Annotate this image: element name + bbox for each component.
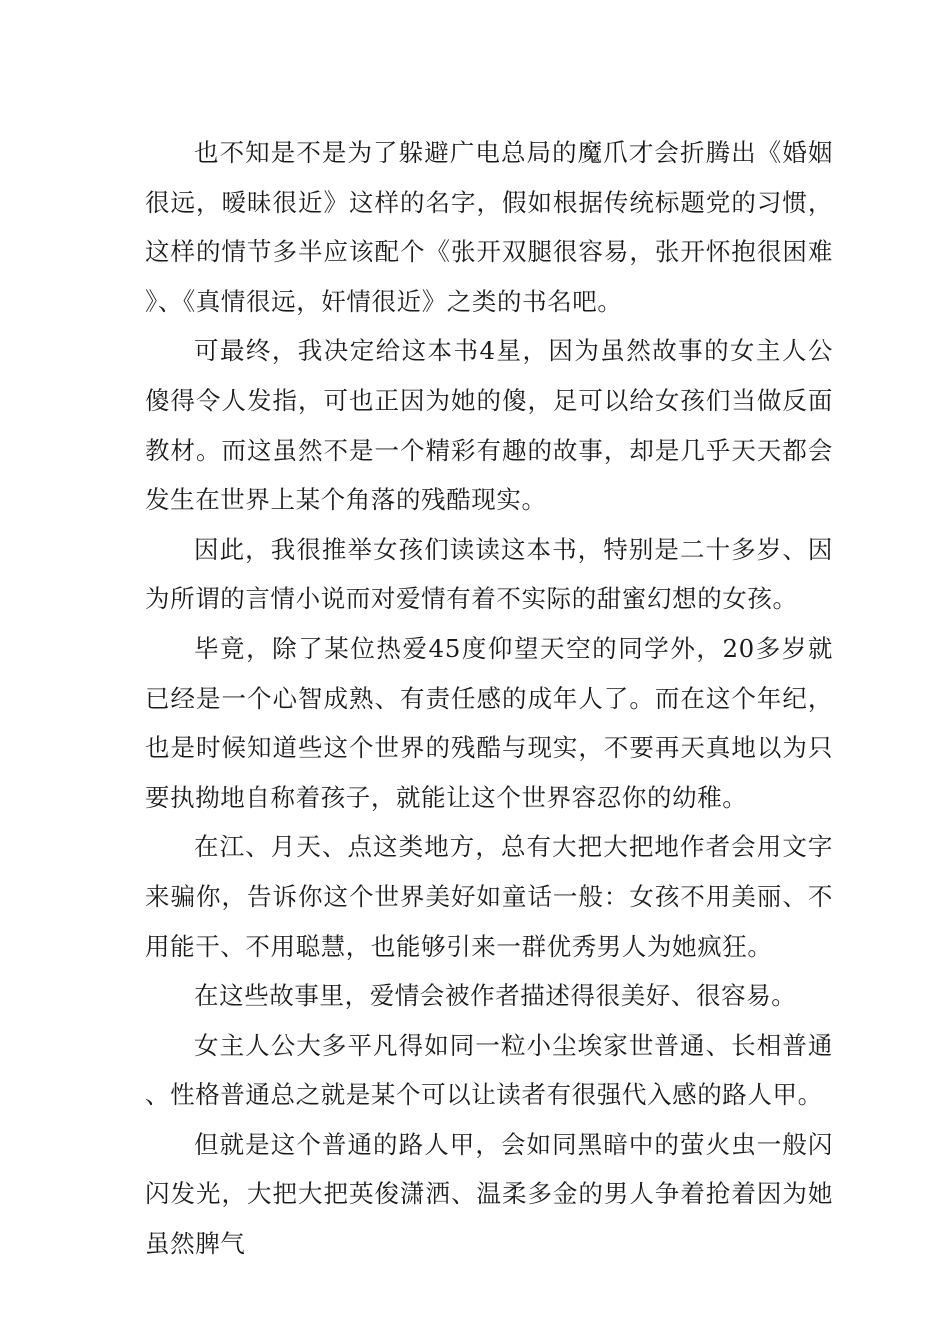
- paragraph-7: 女主人公大多平凡得如同一粒小尘埃家世普通、长相普通、性格普通总之就是某个可以让读者有很强代入感的路人甲。: [145, 1030, 833, 1110]
- paragraph-5: 在江、月天、点这类地方，总有大把大把地作者会用文字来骗你，告诉你这个世界美好如童话一般：女孩不用美丽、不用能干、不用聪慧，也能够引来一群优秀男人为她疯狂。: [145, 832, 833, 961]
- paragraph-2: 可最终，我决定给这本书4星，因为虽然故事的女主人公傻得令人发指，可也正因为她的傻，足可以给女孩们当做反面教材。而这虽然不是一个精彩有趣的故事，却是几乎天天都会发生在世界上某个角落的残酷现实。: [145, 336, 833, 515]
- paragraph-3: 因此，我很推举女孩们读读这本书，特别是二十多岁、因为所谓的言情小说而对爱情有着不实际的甜蜜幻想的女孩。: [145, 534, 833, 614]
- paragraph-1: 也不知是不是为了躲避广电总局的魔爪才会折腾出《婚姻很远，暧昧很近》这样的名字，假如根据传统标题党的习惯，这样的情节多半应该配个《张开双腿很容易，张开怀抱很困难》、《真情很远，奸情很近》之类的书名吧。: [145, 138, 833, 316]
- body-text: [145, 128, 833, 1269]
- paragraph-8: 但就是这个普通的路人甲，会如同黑暗中的萤火虫一般闪闪发光，大把大把英俊潇洒、温柔多金的男人争着抢着因为她虽然脾气: [145, 1129, 833, 1259]
- paragraph-6: 在这些故事里，爱情会被作者描述得很美好、很容易。: [194, 981, 797, 1011]
- paragraph-4: 毕竟，除了某位热爱45度仰望天空的同学外，20多岁就已经是一个心智成熟、有责任感的成年人了。而在这个年纪，也是时候知道些这个世界的残酷与现实，不要再天真地以为只要执拗地自称着孩子，就能让这个世界容忍你的幼稚。: [145, 633, 833, 812]
